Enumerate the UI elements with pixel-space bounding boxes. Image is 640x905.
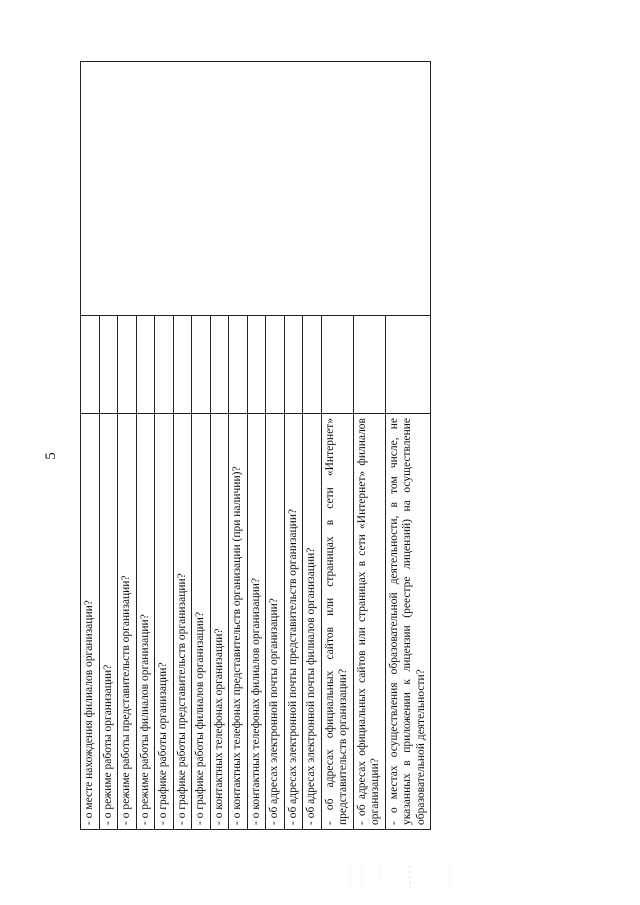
page-number: 5	[43, 452, 59, 460]
question-cell: - о контактных телефонах организации?	[210, 414, 229, 830]
question-cell: - о графике работы представительств организации?	[173, 414, 192, 830]
question-cell: - о контактных телефонах филиалов организации?	[247, 414, 266, 830]
table-body	[81, 62, 431, 830]
answer-cell	[229, 316, 248, 414]
question-cell: - об адресах электронной почты представительств организации?	[284, 414, 303, 830]
answer-cell	[118, 316, 137, 414]
answer-cell	[173, 316, 192, 414]
answer-cell	[385, 316, 431, 414]
question-cell: - о контактных телефонах представительств организации (при наличии)?	[229, 414, 248, 830]
question-cell: - об адресах официальных сайтов или страницах в сети «Интернет» представительств организации?	[321, 414, 353, 830]
answer-cell	[321, 316, 353, 414]
answer-cell	[303, 316, 322, 414]
question-cell: - о графике работы филиалов организации?	[192, 414, 211, 830]
answer-cell	[247, 316, 266, 414]
question-cell: - об адресах электронной почты филиалов организации?	[303, 414, 322, 830]
answer-cell	[99, 316, 118, 414]
answer-cell	[210, 316, 229, 414]
questionnaire-table	[80, 61, 431, 830]
question-cell: - о режиме работы организации?	[99, 414, 118, 830]
answer-cell	[81, 316, 100, 414]
question-cell: - об адресах официальных сайтов или страницах в сети «Интернет» филиалов организации?	[353, 414, 385, 830]
question-cell: - о местах осуществления образовательной деятельности, в том числе, не указанных в приложении к лицензии (реестре лицензий) на осуществление образовательной деятельности?	[385, 414, 431, 830]
answer-cell	[284, 316, 303, 414]
question-cell: - о месте нахождения филиалов организации?	[81, 414, 100, 830]
merged-note-cell	[81, 62, 431, 316]
scan-artifact-marks	[340, 860, 480, 890]
answer-cell	[192, 316, 211, 414]
question-cell: - о режиме работы представительств организации?	[118, 414, 137, 830]
answer-cell	[136, 316, 155, 414]
question-cell: - об адресах электронной почты организации?	[266, 414, 285, 830]
table-row	[81, 62, 100, 830]
question-cell: - о режиме работы филиалов организации?	[136, 414, 155, 830]
rotated-table-container	[80, 62, 620, 830]
answer-cell	[155, 316, 174, 414]
answer-cell	[353, 316, 385, 414]
answer-cell	[266, 316, 285, 414]
question-cell: - о графике работы организации?	[155, 414, 174, 830]
